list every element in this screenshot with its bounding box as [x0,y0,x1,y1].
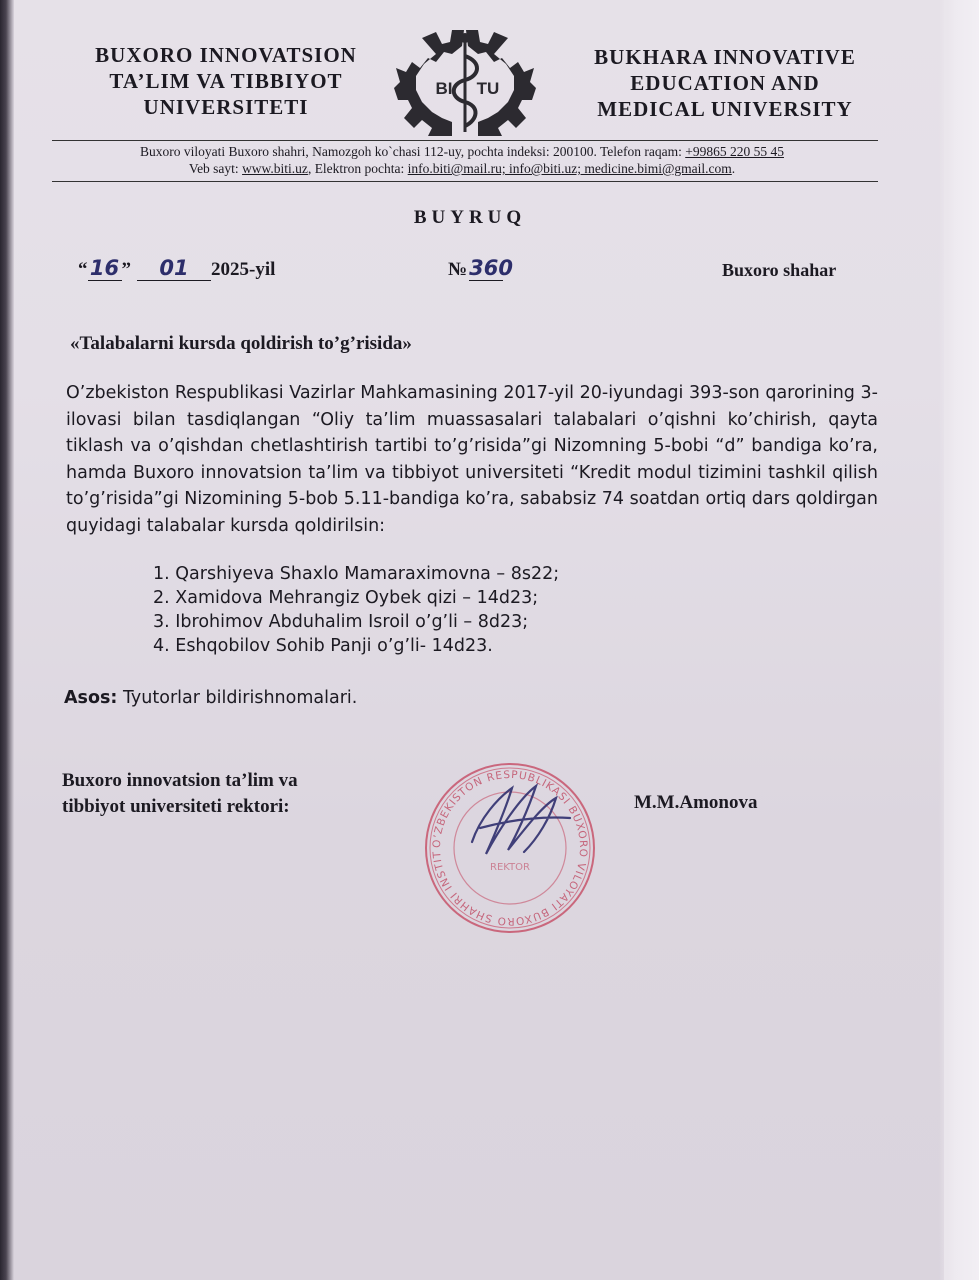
website-link[interactable]: www.biti.uz [242,161,308,176]
gear-logo-icon [392,28,538,140]
student-list [153,562,559,658]
signer-title-line: Buxoro innovatsion ta’lim va [62,770,298,791]
basis-label: Asos: [64,688,118,708]
stamp-center-text: REKTOR [490,862,530,873]
header-rule-top [52,140,878,141]
date-day: 16 [88,256,122,281]
header-right-line: MEDICAL UNIVERSITY [597,97,853,121]
document-title: BUYRUQ [413,207,527,228]
header-left-line: BUXORO INNOVATSION [95,43,357,67]
signer-name: M.M.Amonova [634,792,758,813]
signer-title-line: tibbiyot universiteti rektori: [62,796,290,817]
contact-block [32,143,892,177]
basis-line [64,688,357,708]
header-right-line: EDUCATION AND [630,71,820,95]
order-body: O’zbekiston Respublikasi Vazirlar Mahkamasining 2017-yil 20-iyundagi 393-son qarorining 3-ilovasi bilan tasdiqlangan “Oliy ta’lim muassasalari talabalari o’qishni ko’chirish, qayta tiklash va o’qishdan chetlashtirish tartibi to’g’risida”gi Nizomning 5-bobi “d” bandiga ko’ra, hamda Buxoro innovatsion ta’lim va tibbiyot universiteti “Kredit modul tizimini tashkil qilish to’g’risida”gi Nizomining 5-bob 5.11-bandiga ko’ra, sababsiz 74 soatdan ortiq dars qoldirgan quyidagi talabalar kursda qoldirilsin: [66,383,878,536]
logo-text-right: TU [476,79,500,98]
address-text: Buxoro viloyati Buxoro shahri, Namozgoh ko`chasi 112-uy, pochta indeksi: 200100. Telefon raqam: [140,144,682,159]
order-number [448,256,513,281]
quote-open: “ [78,259,88,280]
email-links[interactable]: info.biti@mail.ru; info@biti.uz; medicine.bimi@gmail.com [407,161,732,176]
header-rule-bottom [52,181,878,182]
web-label: Veb sayt: [188,161,239,176]
logo-text-left: BI [435,79,453,98]
signer-title [62,768,298,820]
list-item: 4. Eshqobilov Sohib Panji o’g’li- 14d23. [153,636,493,656]
university-name-en [566,44,884,122]
page-edge [939,0,979,1280]
city-name: Buxoro shahar [722,260,837,280]
list-item: 2. Xamidova Mehrangiz Oybek qizi – 14d23; [153,588,539,608]
date-month: 01 [137,256,211,281]
date-year: 2025-yil [211,259,276,280]
basis-text: Tyutorlar bildirishnomalari. [117,688,358,708]
number-label: № [448,259,468,280]
university-logo [392,28,538,140]
header-left-line: UNIVERSITETI [143,95,309,119]
order-subject: «Talabalarni kursda qoldirish to’g’risida» [70,333,412,354]
phone-number: +99865 220 55 45 [685,144,784,159]
list-item: 1. Qarshiyeva Shaxlo Mamaraximovna – 8s22; [153,564,560,584]
quote-close: ” [121,259,131,280]
address-line [32,143,892,160]
email-label: , Elektron pochta: [307,161,405,176]
signature-icon [420,758,600,938]
number-value: 360 [469,256,513,280]
official-stamp [420,758,600,938]
header-left-line: TA’LIM VA TIBBIYOT [109,69,343,93]
web-line: Veb sayt: www.biti.uz, Elektron pochta: info.biti@mail.ru; info@biti.uz; medicine.bimi@gmail.com. [188,161,736,176]
header-right-line: BUKHARA INNOVATIVE [594,45,856,69]
order-date [78,256,275,281]
stamp-text: O’ZBEKISTON RESPUBLIKASI BUXORO VILOYATI BUXORO SHAHRI INSTIT [430,768,590,928]
university-name-uz [68,42,384,120]
list-item: 3. Ibrohimov Abduhalim Isroil o’g’li – 8d23; [153,612,529,632]
